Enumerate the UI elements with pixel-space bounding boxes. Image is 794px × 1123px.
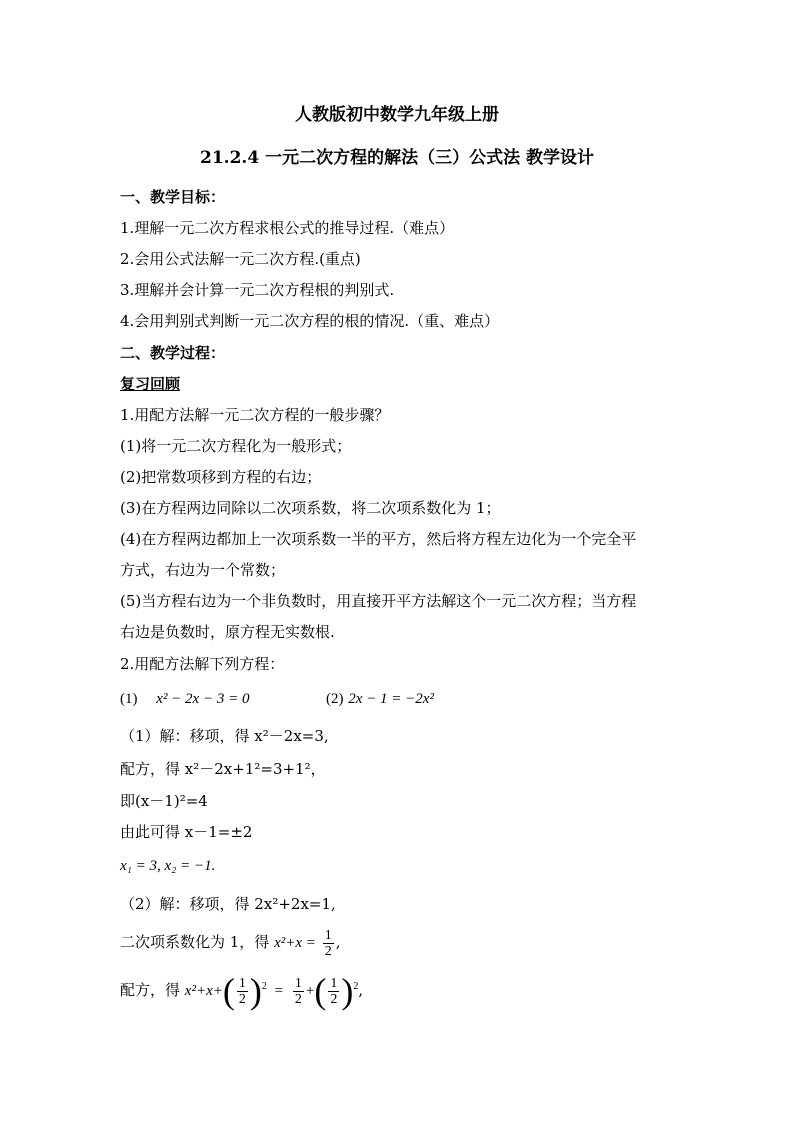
comma: , [335,933,341,951]
problem-1-equation: x² − 2x − 3 = 0 [156,691,250,707]
solution-2-normalize-text: 二次项系数化为 1，得 [120,933,270,951]
solution-1-result: x₁ = 3, x₂ = −1. [120,858,216,874]
solution-1-line: 即(x－1)²=4 [120,792,208,810]
solution-1-line: （1）解：移项，得 x²－2x=3, [120,727,329,745]
right-paren: ) [249,971,262,1011]
solution-2-complete-square [120,968,363,1013]
square-exponent: 2 [261,981,267,992]
solution-1-line: 由此可得 x－1=±2 [120,823,253,841]
comma: , [358,981,364,999]
solution-2-line: （2）解：移项，得 2x²+2x=1, [120,895,336,913]
review-question-1: 1.用配方法解一元二次方程的一般步骤？ [120,406,390,424]
process-heading: 二、教学过程： [120,344,226,362]
step-item: (4)在方程两边都加上一次项系数一半的平方，然后将方程左边化为一个完全平 [120,530,637,548]
solution-2-complete-text: 配方，得 [120,981,181,999]
step-item: 方式，右边为一个常数； [120,561,286,579]
document-subtitle: 21.2.4 一元二次方程的解法（三）公式法 教学设计 [200,148,594,168]
solution-2-complete-lhs: x²+x+ [184,983,223,999]
fraction-numerator: 1 [330,975,338,991]
left-paren: ( [314,971,327,1011]
review-question-2: 2.用配方法解下列方程： [120,655,285,673]
step-item: (2)把常数项移到方程的右边； [120,468,322,486]
fraction-denominator: 2 [294,991,302,1007]
goal-item: 2.会用公式法解一元二次方程.(重点) [120,250,361,268]
square-exponent: 2 [353,981,359,992]
problem-2-equation: 2x − 1 = −2x² [348,691,434,707]
fraction-half [237,976,248,1007]
fraction-denominator: 2 [330,991,338,1007]
fraction-half [328,976,339,1007]
fraction-denominator: 2 [238,991,246,1007]
review-heading: 复习回顾 [120,375,181,393]
step-item: 右边是负数时，原方程无实数根. [120,623,335,641]
equals-sign: = [274,983,284,999]
fraction-half [293,976,304,1007]
goal-item: 3.理解并会计算一元二次方程根的判别式. [120,281,395,299]
document-title: 人教版初中数学九年级上册 [295,105,499,125]
problem-2-label: (2) [326,691,344,707]
step-item: (5)当方程右边为一个非负数时，用直接开平方法解这个一元二次方程；当方程 [120,592,637,610]
goals-heading: 一、教学目标： [120,188,226,206]
goal-item: 1.理解一元二次方程求根公式的推导过程.（难点） [120,219,455,237]
left-paren: ( [222,971,235,1011]
problem-1 [120,688,249,709]
plus-sign: + [305,983,315,999]
fraction-numerator: 1 [238,975,246,991]
fraction-half [323,928,334,959]
fraction-numerator: 1 [324,927,332,943]
right-paren: ) [341,971,354,1011]
fraction-denominator: 2 [324,943,332,959]
fraction-numerator: 1 [294,975,302,991]
step-item: (3)在方程两边同除以二次项系数，将二次项系数化为 1； [120,499,501,517]
solution-2-normalize [120,922,340,963]
step-item: (1)将一元二次方程化为一般形式； [120,437,352,455]
problem-2 [326,688,434,709]
solution-2-normalize-lhs: x²+x = [274,935,316,951]
problem-1-label: (1) [120,691,138,707]
solution-1-line: 配方，得 x²－2x+1²=3+1²， [120,760,326,778]
goal-item: 4.会用判别式判断一元二次方程的根的情况.（重、难点） [120,312,500,330]
